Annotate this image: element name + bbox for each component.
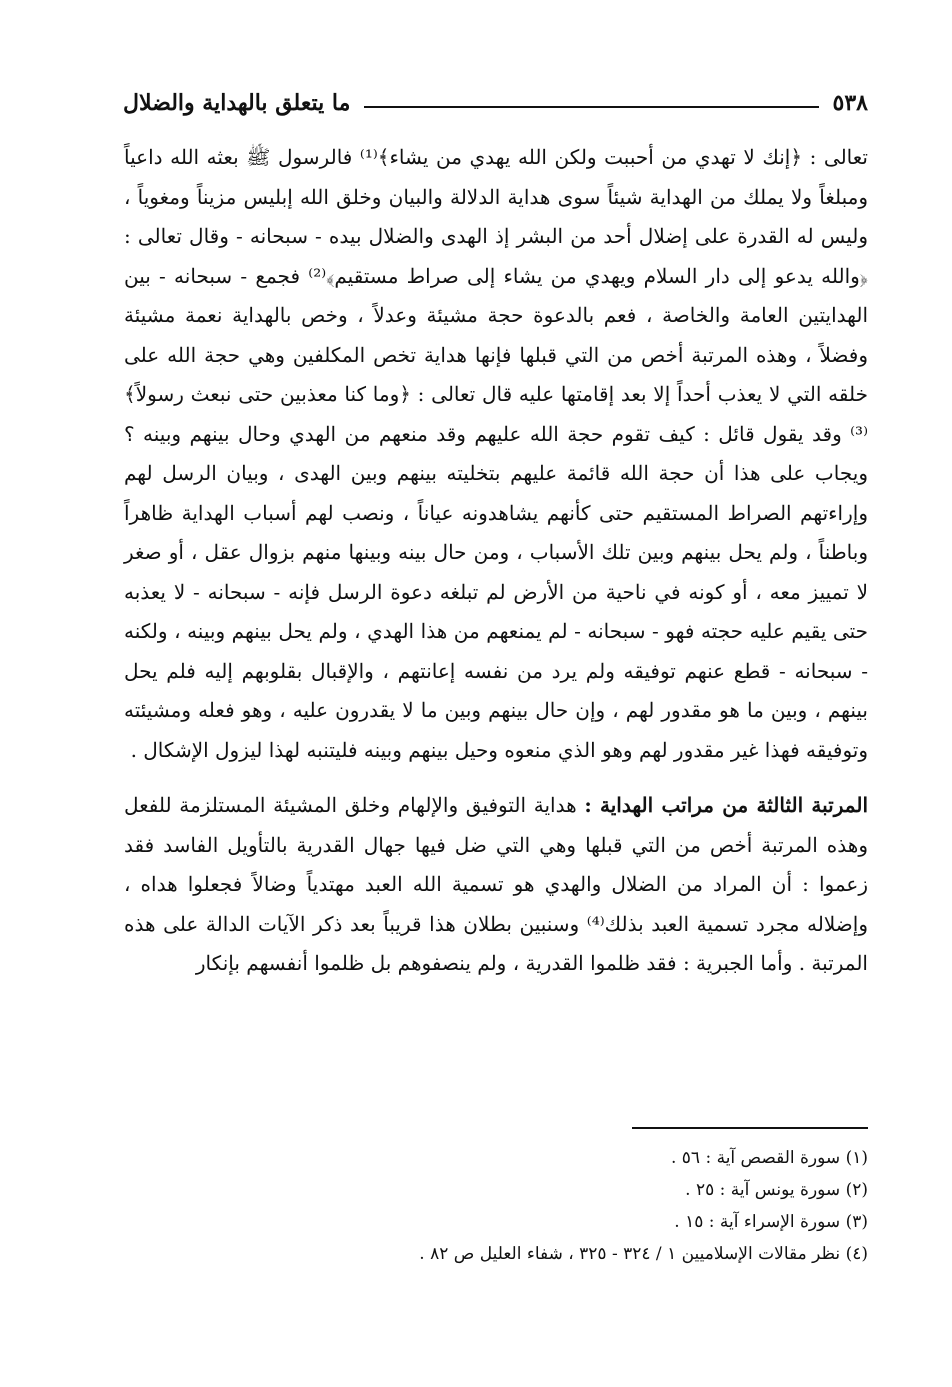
page-number: ٥٣٨ — [832, 90, 868, 116]
footnote-separator — [632, 1127, 868, 1129]
footnote-1: (١) سورة القصص آية : ٥٦ . — [670, 1148, 868, 1168]
footnote-3: (٣) سورة الإسراء آية : ١٥ . — [674, 1212, 868, 1232]
paragraph-2 — [124, 786, 868, 984]
header-rule — [364, 106, 818, 108]
main-text — [124, 138, 868, 984]
paragraph-text: تعالى : ﴿إنك لا تهدي من أحببت ولكن الله يهدي من يشاء﴾⁽¹⁾ فالرسول ﷺ بعثه الله داعياً ومبلغاً ولا يملك من الهداية شيئاً سوى هداية الدلالة والبيان وخلق الله إبليس مزيناً ومغوياً ، وليس له القدرة على إضلال أحد من البشر إذ الهدى والضلال بيده - سبحانه - وقال تعالى : ﴿والله يدعو إلى دار السلام ويهدي من يشاء إلى صراط مستقيم﴾⁽²⁾ فجمع - سبحانه - بين الهدايتين العامة والخاصة ، فعم بالدعوة حجة مشيئة وعدلاً ، وخص بالهداية نعمة مشيئة وفضلاً ، وهذه المرتبة أخص من التي قبلها فإنها هداية تخص المكلفين وهي حجة الله على خلقه التي لا يعذب أحداً إلا بعد إقامتها عليه قال تعالى : ﴿وما كنا معذبين حتى نبعث رسولاً﴾⁽³⁾ وقد يقول قائل : كيف تقوم حجة الله عليهم وقد منعهم من الهدي وحال بينهم وبينه ؟ ويجاب على هذا أن حجة الله قائمة عليهم بتخليته بينهم وبين الهدى ، وبيان الرسل لهم وإراءتهم الصراط المستقيم حتى كأنهم يشاهدونه عياناً ، ونصب لهم أسباب الهداية ظاهراً وباطناً ، ولم يحل بينهم وبين تلك الأسباب ، ومن حال بينه وبينها منهم بزوال عقل ، أو صغر لا تمييز معه ، أو كونه في ناحية من الأرض لم تبلغه دعوة الرسل فإنه - سبحانه - لا يعذبه حتى يقيم عليه حجته فهو - سبحانه - لم يمنعهم من هذا الهدي ، ولم يحل بينهم وبينه ، ولكنه - سبحانه - قطع عنهم توفيقه ولم يرد من نفسه إعانتهم ، والإقبال بقلوبهم إليه فلم يحل بينهم ، وبين ما هو مقدور لهم ، وإن حال بينهم وبين ما لا يقدرون عليه ، وهو فعله ومشيئته وتوفيقه فهذا غير مقدور لهم وهو الذي منعوه وحيل بينهم وبينه فليتنبه لهذا ليزول الإشكال . — [124, 145, 869, 762]
footnote-2: (٢) سورة يونس آية : ٢٥ . — [685, 1180, 868, 1200]
page-header — [123, 86, 868, 120]
footnote-4: (٤) نظر مقالات الإسلاميين ١ / ٣٢٤ - ٣٢٥ ، شفاء العليل ص ٨٢ . — [419, 1244, 868, 1264]
footnotes — [128, 1142, 868, 1270]
paragraph-text: هداية التوفيق والإلهام وخلق المشيئة المستلزمة للفعل وهذه المرتبة أخص من التي قبلها وهي التي ضل فيها جهال القدرية بالتأويل الفاسد فقد زعموا : أن المراد من الضلال والهدي هو تسمية الله العبد مهتدياً وضالاً فجعلوا هداه ، وإضلاله مجرد تسمية العبد بذلك⁽⁴⁾ وسنبين بطلان هذا قريباً بعد ذكر الآيات الدالة على هذه المرتبة . وأما الجبرية : فقد ظلموا القدرية ، ولم ينصفوهم بل ظلموا أنفسهم بإنكار — [124, 793, 868, 975]
paragraph-lead: المرتبة الثالثة من مراتب الهداية : — [584, 793, 868, 817]
paragraph-1 — [124, 138, 868, 770]
running-title: ما يتعلق بالهداية والضلال — [123, 90, 351, 116]
